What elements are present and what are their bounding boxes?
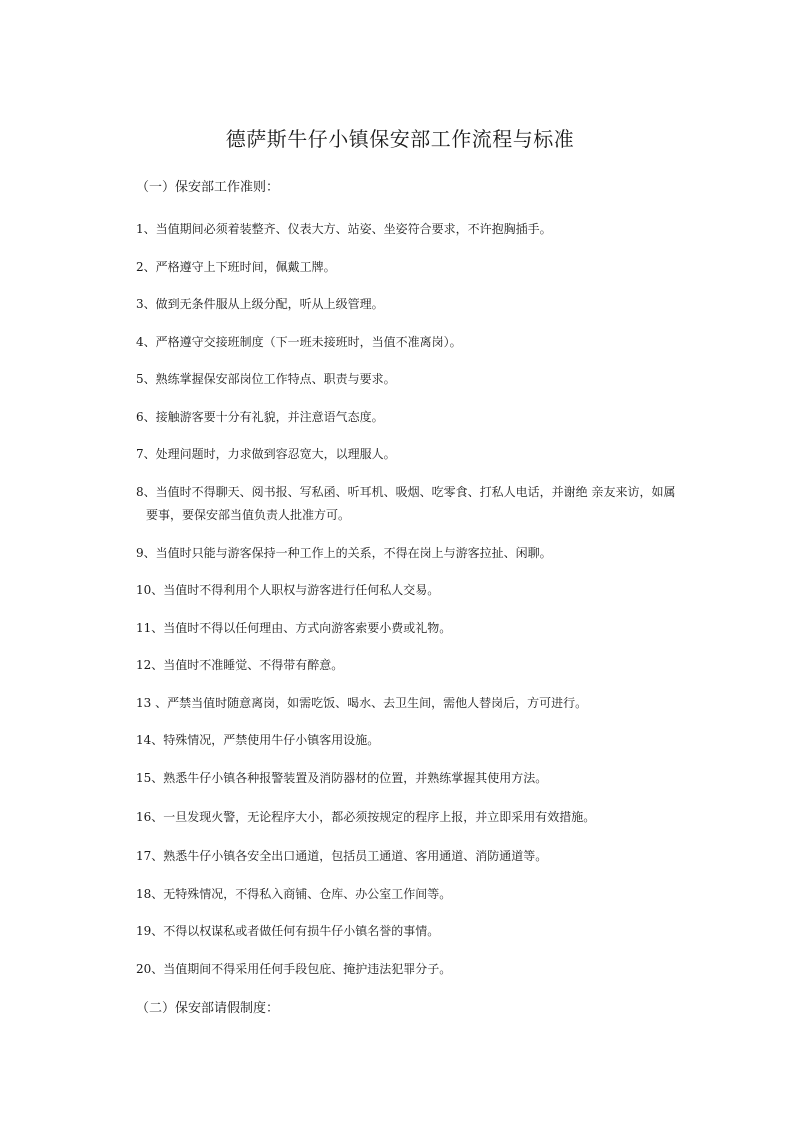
list-item-text: 一旦发现火警，无论程序大小，都必须按规定的程序上报，并立即采用有效措施。: [163, 810, 596, 824]
list-item-text: 严格遵守上下班时间，佩戴工牌。: [155, 260, 336, 274]
list-item-text: 熟练掌握保安部岗位工作特点、职责与要求。: [155, 372, 396, 386]
list-item-number: 4、: [136, 335, 156, 349]
document-title: 德萨斯牛仔小镇保安部工作流程与标准: [225, 127, 575, 151]
list-item: [136, 481, 676, 527]
list-item-text: 处理问题时，力求做到容忍宽大，以理服人。: [155, 447, 396, 461]
list-item-number: 12、: [136, 658, 164, 672]
list-item: [136, 579, 676, 602]
list-item: [136, 293, 676, 316]
list-item: [136, 806, 676, 829]
list-item-number: 17、: [136, 849, 164, 863]
list-item: [136, 256, 676, 279]
list-item-number: 7、: [136, 447, 156, 461]
list-item-text: 严禁当值时随意离岗，如需吃饭、喝水、去卫生间，需他人替岗后，方可进行。: [167, 696, 588, 710]
list-item-text: 当值时不准睡觉、不得带有醉意。: [163, 658, 344, 672]
list-item: [136, 406, 676, 429]
list-item-text: 接触游客要十分有礼貌，并注意语气态度。: [155, 410, 384, 424]
list-item-number: 9、: [136, 546, 156, 560]
list-item-text: 当值期间必须着装整齐、仪表大方、站姿、坐姿符合要求，不许抱胸插手。: [155, 222, 552, 236]
list-item-number: 6、: [136, 410, 156, 424]
list-item: [136, 443, 676, 466]
list-item-text: 熟悉牛仔小镇各安全出口通道，包括员工通道、客用通道、消防通道等。: [163, 849, 548, 863]
list-item: [136, 368, 676, 391]
list-item-number: 11、: [136, 621, 164, 635]
list-item-number: 13 、: [136, 696, 168, 710]
section-heading-1: （一）保安部工作准则：: [136, 180, 280, 195]
list-item-text: 当值时不得聊天、阅书报、写私函、听耳机、吸烟、吃零食、打私人电话，并谢绝 亲友来访，如属要事，要保安部当值负责人批准方可。: [146, 485, 676, 522]
list-item-text: 严格遵守交接班制度（下一班未接班时，当值不准离岗）。: [155, 335, 462, 349]
list-item: [136, 729, 676, 752]
list-item: [136, 845, 676, 868]
list-item: [136, 920, 676, 943]
list-item-number: 16、: [136, 810, 164, 824]
list-item-number: 14、: [136, 733, 164, 747]
list-item: [136, 542, 676, 565]
list-item-number: 3、: [136, 297, 156, 311]
list-item: [136, 331, 676, 354]
section-heading-2: （二）保安部请假制度：: [136, 1001, 280, 1016]
list-item-text: 特殊情况，严禁使用牛仔小镇客用设施。: [163, 733, 380, 747]
list-item: [136, 767, 676, 790]
list-item-text: 不得以权谋私或者做任何有损牛仔小镇名誉的事情。: [163, 924, 440, 938]
list-item: [136, 218, 676, 241]
list-item-number: 8、: [136, 485, 156, 499]
list-item-number: 18、: [136, 887, 164, 901]
list-item-number: 1、: [136, 222, 156, 236]
list-item-text: 做到无条件服从上级分配，听从上级管理。: [155, 297, 384, 311]
list-item-text: 无特殊情况，不得私入商铺、仓库、办公室工作间等。: [163, 887, 452, 901]
list-item-number: 15、: [136, 771, 164, 785]
list-item: [136, 883, 676, 906]
list-item-text: 当值期间不得采用任何手段包庇、掩护违法犯罪分子。: [163, 962, 452, 976]
list-item-text: 熟悉牛仔小镇各种报警装置及消防器材的位置，并熟练掌握其使用方法。: [163, 771, 548, 785]
list-item-number: 2、: [136, 260, 156, 274]
list-item: [136, 617, 676, 640]
list-item: [136, 958, 676, 981]
list-item-number: 10、: [136, 583, 164, 597]
list-item-number: 19、: [136, 924, 164, 938]
list-item: [136, 692, 676, 715]
list-item-number: 20、: [136, 962, 164, 976]
list-item-number: 5、: [136, 372, 156, 386]
list-item-text: 当值时只能与游客保持一种工作上的关系，不得在岗上与游客拉扯、闲聊。: [155, 546, 552, 560]
list-item-text: 当值时不得利用个人职权与游客进行任何私人交易。: [163, 583, 440, 597]
list-item: [136, 654, 676, 677]
list-item-text: 当值时不得以任何理由、方式向游客索要小费或礼物。: [163, 621, 452, 635]
